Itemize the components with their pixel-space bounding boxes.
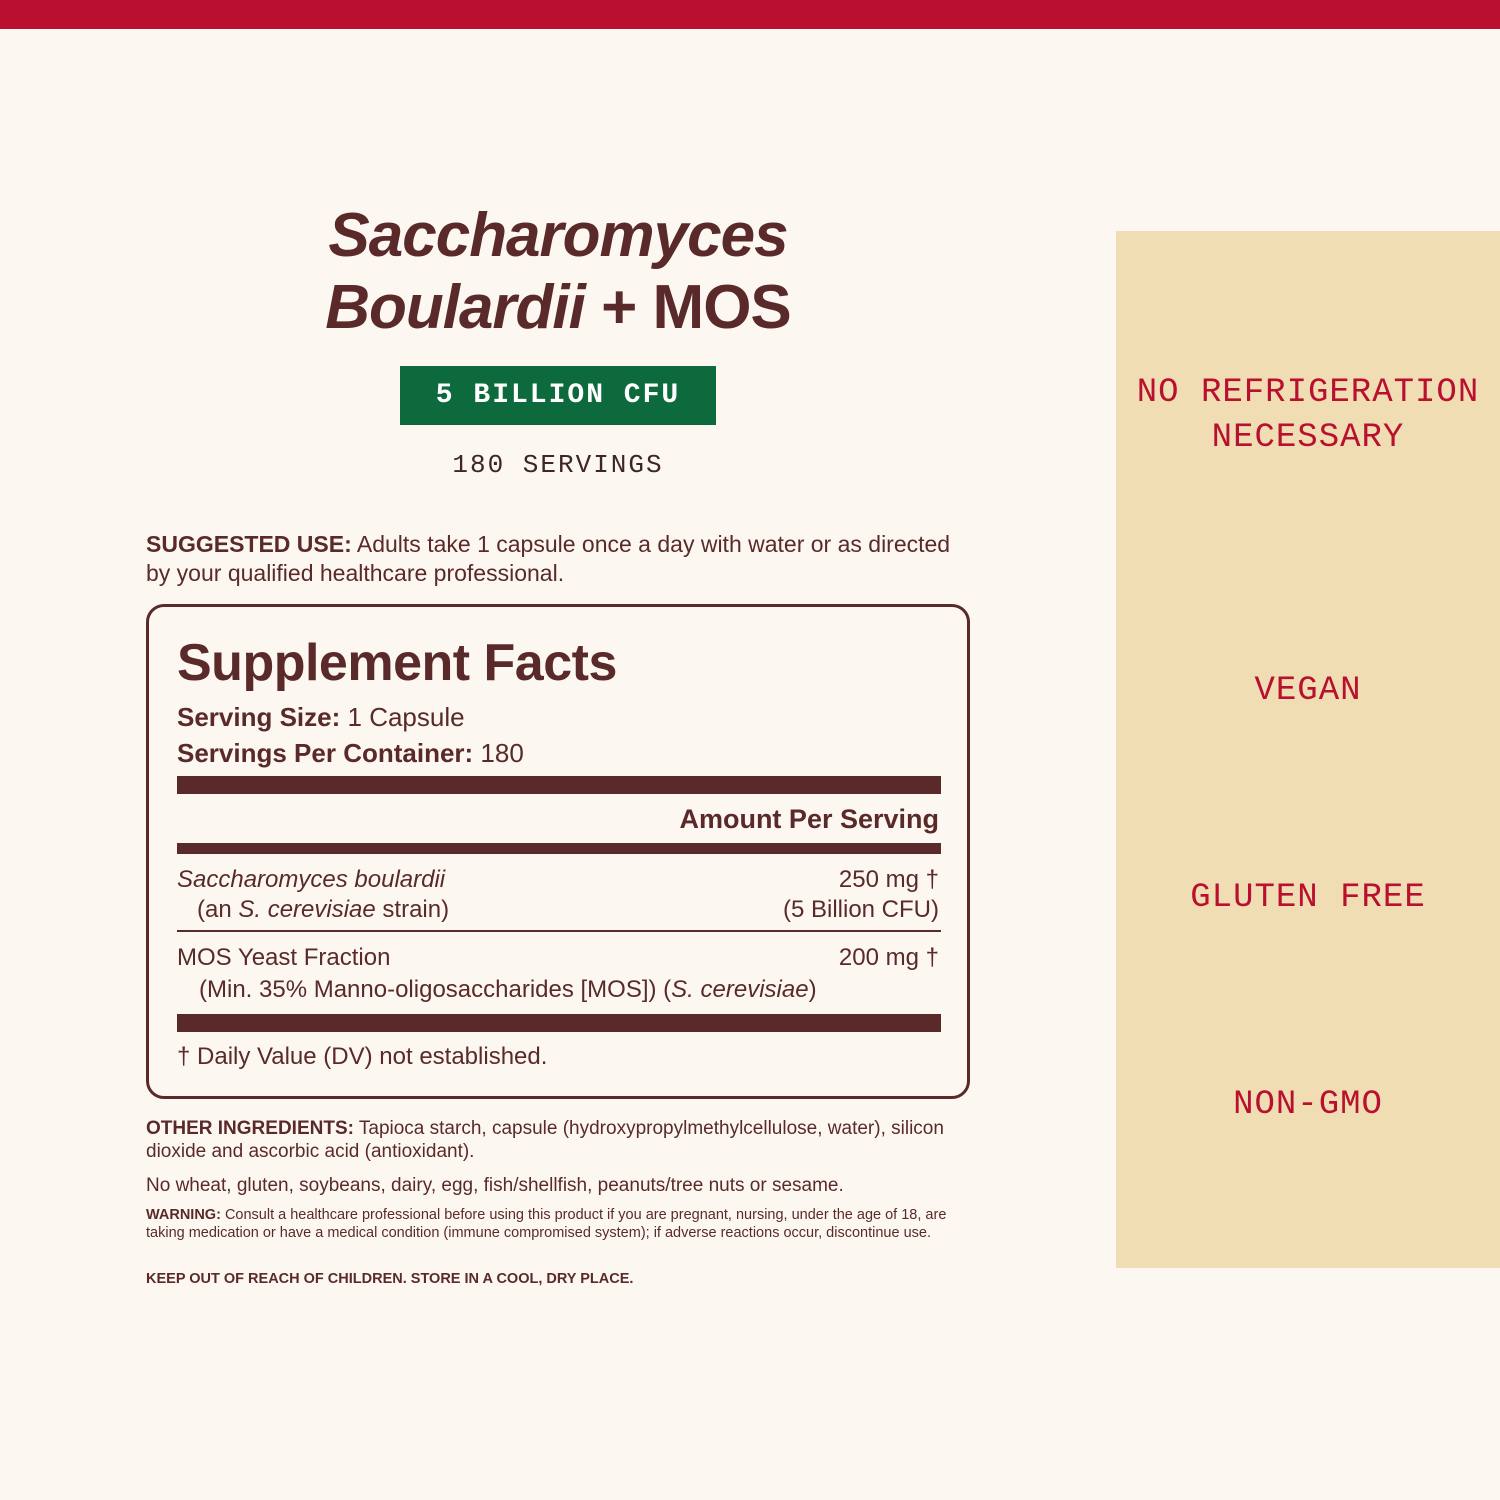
ingredient-name: MOS Yeast Fraction (177, 944, 391, 971)
warning-label: WARNING: (146, 1207, 221, 1223)
other-ingredients-text: Tapioca starch, capsule (hydroxypropylmethylcellulose, water), silicon dioxide and ascorbic acid (antioxidant). (146, 1118, 944, 1162)
allergen-note: No wheat, gluten, soybeans, dairy, egg, fish/shellfish, peanuts/tree nuts or sesame. (146, 1175, 844, 1196)
ingredient-subtitle (197, 895, 449, 925)
ingredient-subtitle-prefix: (Min. 35% Manno-oligosaccharides [MOS]) ( (199, 976, 672, 1003)
servings-per-container (177, 737, 524, 769)
amount-per-serving-header: Amount Per Serving (679, 804, 939, 834)
claim-non-gmo: NON-GMO (1233, 1086, 1383, 1124)
cfu-badge: 5 BILLION CFU (400, 366, 716, 425)
ingredient-subtitle-suffix: strain) (375, 896, 450, 923)
ingredient-subtitle-prefix: (an (197, 896, 239, 923)
ingredient-subtitle-suffix: ) (808, 976, 817, 1003)
warning-text: Consult a healthcare professional before using this product if you are pregnant, nursing, under the age of 18, are taking medication or have a medical condition (immune compromised system); if adverse reactions occur, discontinue use. (146, 1207, 947, 1241)
warning (146, 1206, 966, 1242)
claim-vegan: VEGAN (1254, 672, 1362, 710)
top-accent-bar (0, 0, 1500, 29)
daily-value-note: † Daily Value (DV) not established. (177, 1043, 548, 1070)
ingredient-subtitle-species: S. cerevisiae (238, 896, 376, 923)
suggested-use-text: Adults take 1 capsule once a day with water or as directed by your qualified healthcare professional. (146, 531, 951, 586)
suggested-use-label: SUGGESTED USE: (146, 531, 352, 557)
other-ingredients-label: OTHER INGREDIENTS: (146, 1118, 354, 1139)
keep-out-of-reach: KEEP OUT OF REACH OF CHILDREN. STORE IN A COOL, DRY PLACE. (146, 1271, 634, 1287)
servings-per-container-value: 180 (473, 738, 524, 768)
product-title-line1: Saccharomyces (328, 201, 788, 270)
servings-per-container-label: Servings Per Container: (177, 738, 474, 768)
servings-count: 180 SERVINGS (452, 450, 664, 480)
ingredient-subtitle-species: S. cerevisiae (671, 976, 809, 1003)
product-title-line2 (150, 272, 966, 344)
product-title-mos: + MOS (584, 273, 791, 342)
facts-divider-bottom (177, 1014, 941, 1032)
facts-divider-thin (177, 930, 941, 932)
ingredient-amount-cfu: (5 Billion CFU) (782, 896, 939, 923)
suggested-use (146, 530, 966, 588)
product-title (150, 200, 966, 344)
supplement-facts-panel (146, 604, 970, 1099)
facts-divider-thick (177, 776, 941, 794)
ingredient-amount: 200 mg † (838, 944, 939, 971)
claim-no-refrigeration: NO REFRIGERATION NECESSARY (1136, 374, 1480, 457)
product-title-boulardii: Boulardii (325, 273, 585, 342)
serving-size-value: 1 Capsule (340, 702, 465, 732)
claim-gluten-free: GLUTEN FREE (1190, 879, 1426, 917)
serving-size (177, 701, 465, 733)
serving-size-label: Serving Size: (177, 702, 341, 732)
ingredient-amount: 250 mg † (838, 866, 939, 893)
ingredient-subtitle (199, 975, 817, 1005)
ingredient-name: Saccharomyces boulardii (177, 866, 446, 893)
supplement-facts-title: Supplement Facts (177, 634, 617, 692)
facts-divider-medium (177, 843, 941, 854)
other-ingredients (146, 1117, 966, 1163)
claims-panel (1116, 231, 1500, 1268)
